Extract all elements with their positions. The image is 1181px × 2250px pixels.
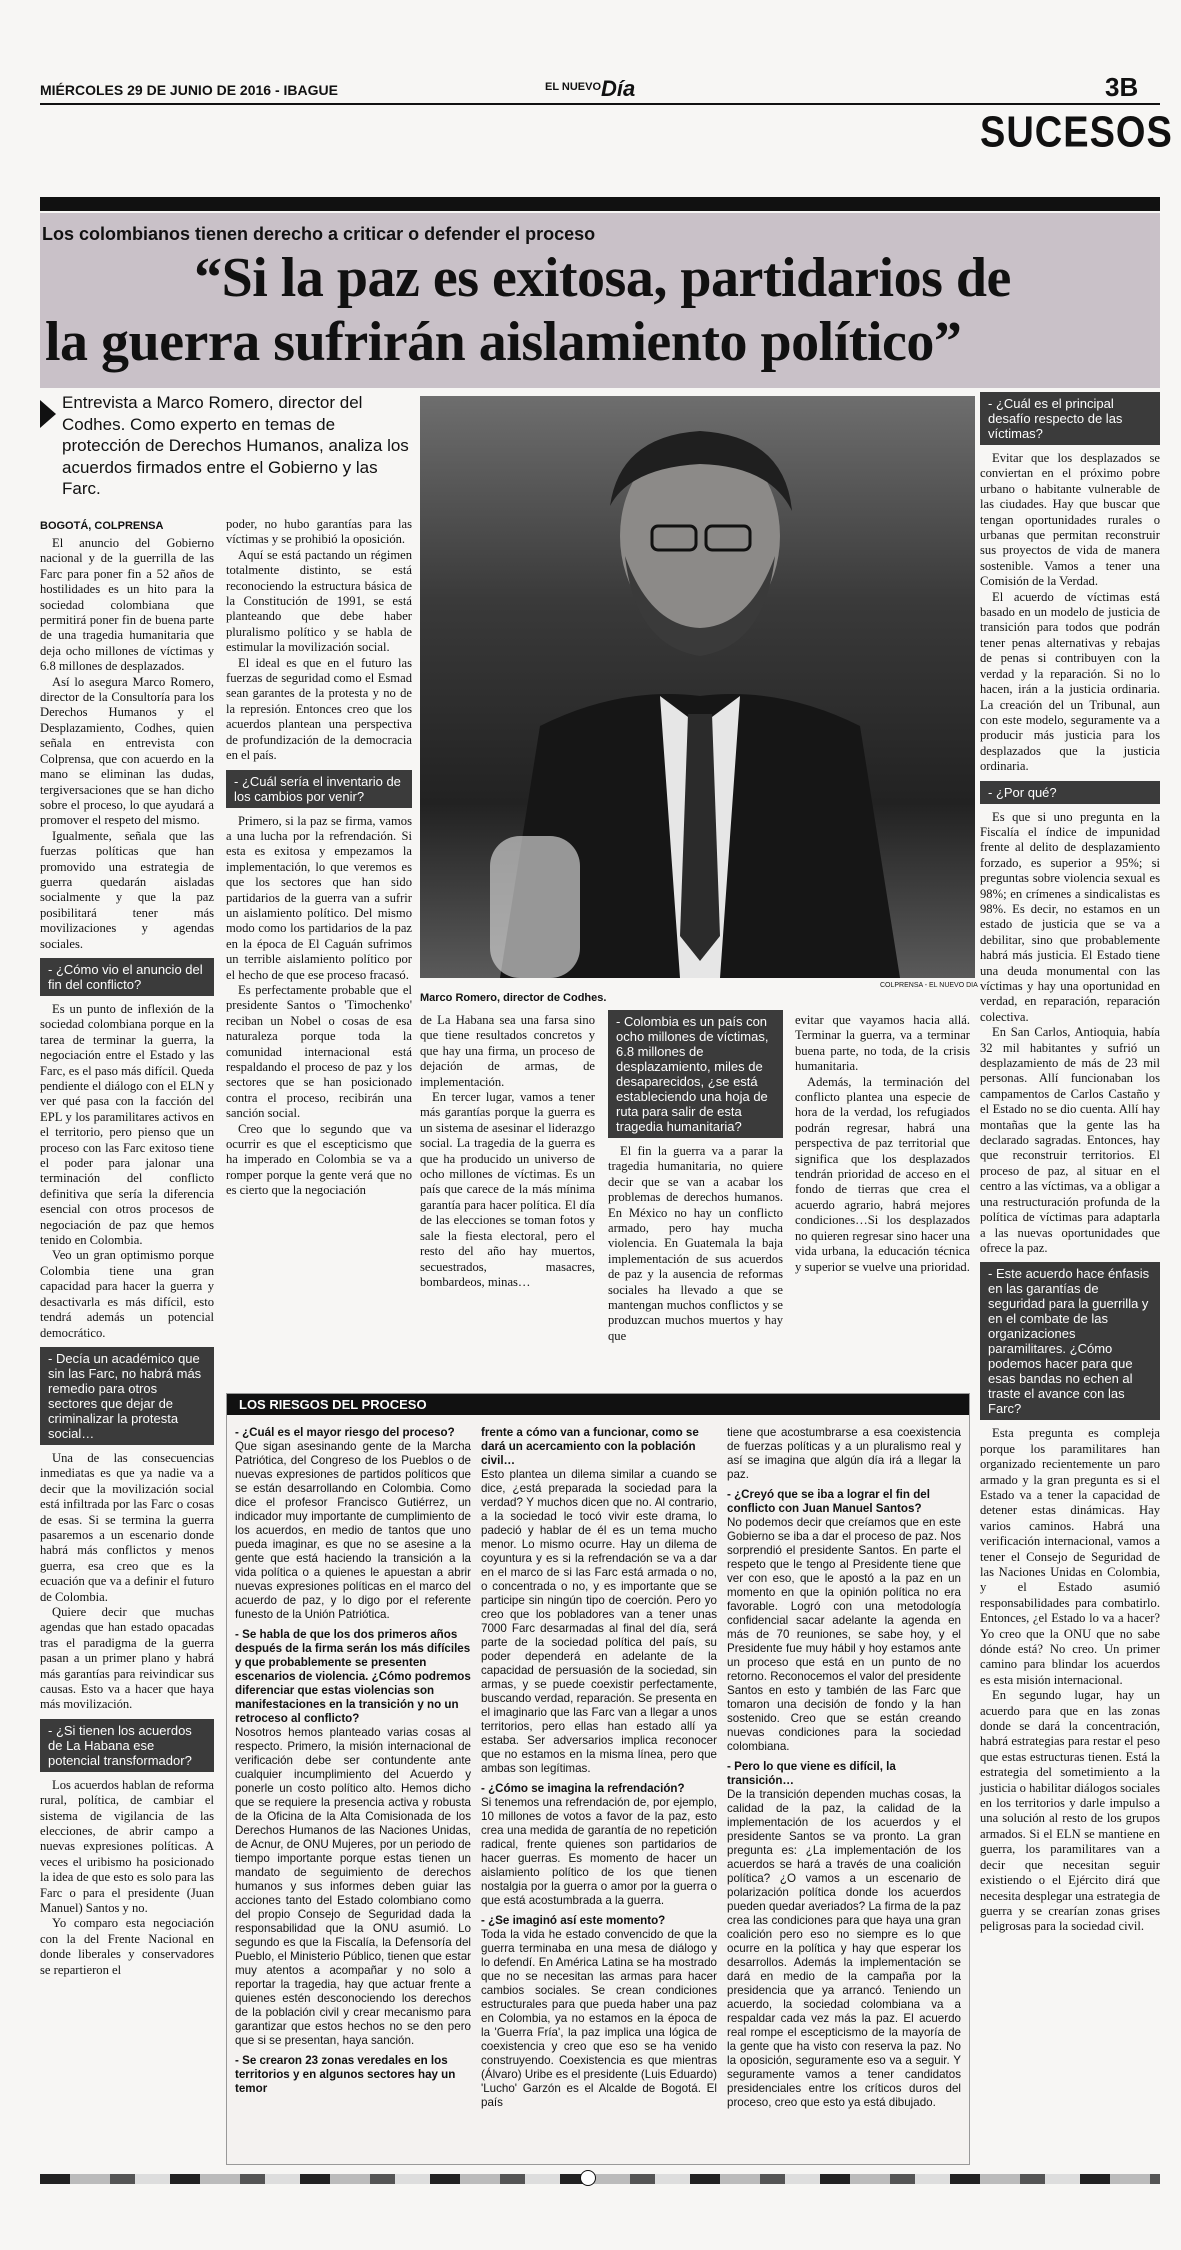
- article-kicker: Los colombianos tienen derecho a criticar o defender el proceso: [42, 224, 596, 244]
- body-paragraph: El anuncio del Gobierno nacional y de la guerrilla de las Farc para poner fin a 52 años de hostilidades es un hito para la sociedad colombiana que permitirá poner fin de buena parte de una tragedia humanitaria que deja ocho millones de víctimas y 6.8 millones de desplazados.: [40, 536, 214, 674]
- box-question: - ¿Cómo se imagina la refrendación?: [481, 1782, 685, 1795]
- body-paragraph: Además, la terminación del conflicto plantea una especie de hora de la verdad, los refugiados podrán regresar, habrá una perspectiva de paz territorial que significa que los desplazados tendrán prioridad de acceso en el fondo de tierras que crea el acuerdo agrario, habrá mejores condiciones…Si los desplazados no quieren regresar sino hacer una vida urbana, la educación técnica y superior se vuelve una prioridad.: [795, 1074, 970, 1274]
- body-paragraph: evitar que vayamos hacia allá. Terminar la guerra, va a terminar buena parte, no toda, de la crisis humanitaria.: [795, 1013, 970, 1074]
- headline-line-1: “Si la paz es exitosa, partidarios de: [194, 247, 1011, 309]
- masthead: [545, 76, 635, 102]
- box-question: - ¿Se imaginó así este momento?: [481, 1914, 666, 1927]
- column-1: [40, 536, 214, 1978]
- footer-bar: [40, 2174, 1160, 2184]
- question-heading: - ¿Por qué?: [980, 781, 1160, 804]
- question-heading: - ¿Cuál sería el inventario de los cambios por venir?: [226, 770, 412, 808]
- page-date: MIÉRCOLES 29 DE JUNIO DE 2016 - IBAGUE: [40, 82, 338, 98]
- body-paragraph: poder, no hubo garantías para las víctimas y se prohibió la oposición.: [226, 517, 412, 547]
- box-question: frente a cómo van a funcionar, como se dará un acercamiento con la población civil…: [481, 1426, 699, 1467]
- headline-top-bar: [40, 197, 1160, 211]
- body-paragraph: Igualmente, señala que las fuerzas políticas que han promovido una estrategia de guerra quedarán aisladas socialmente y que la paz posibilitará tener más movilizaciones y agendas sociales.: [40, 828, 214, 951]
- column-4: [608, 1010, 783, 1344]
- page-number: 3B: [1105, 72, 1139, 102]
- box-question: - Se habla de que los dos primeros años después de la firma serán los más difíciles y que probablemente se presenten escenarios de violencia. ¿Cómo podremos diferenciar que estas violencias son manifestaciones en la transición y no un retroceso al conflicto?: [235, 1628, 471, 1725]
- masthead-prefix: EL NUEVO: [545, 81, 602, 93]
- question-heading: - Este acuerdo hace énfasis en las garantías de seguridad para la guerrilla y en el combate de las organizaciones paramilitares. ¿Cómo podemos hacer para que esas bandas no echen al traste el avance con las Farc?: [980, 1262, 1160, 1420]
- body-paragraph: Evitar que los desplazados se conviertan en el próximo pobre urbano o habitante vulnerable de las ciudades. Hay que buscar que tengan oportunidades rurales o urbanas que permitan reconstruir sus proyectos de vida de manera sostenible. Vamos a tener una Comisión de la Verdad.: [980, 451, 1160, 589]
- risks-box-title: LOS RIESGOS DEL PROCESO: [227, 1394, 969, 1415]
- body-paragraph: En tercer lugar, vamos a tener más garantías porque la guerra es un sistema de asesinar el liderazgo social. La tragedia de la guerra es que ha producido un universo de ocho millones de víctimas. Es un país que carece de la más mínima garantía para hacer política. El día de las elecciones se toman fotos y sale la fiesta electoral, pero el resto del año hay muertos, secuestrados, masacres, bombardeos, minas…: [420, 1090, 595, 1289]
- question-heading: - ¿Cuál es el principal desafío respecto de las víctimas?: [980, 392, 1160, 445]
- box-answer: Esto plantea un dilema similar a cuando se dice, ¿está preparada la sociedad para la verdad? Y muchos dicen que no. Al contrario, a la sociedad le tocó vivir este drama, lo padeció y hablar de él es un tema mucho menor. Lo mismo ocurre. Hay un dilema de coyuntura y es si la refrendación se va a dar en el marco de si las Farc está armada o no, o concentrada o no, y es importante que se participe sin ningún tipo de coerción. Pero yo creo que los pobladores van a tener unas 7000 Farc desarmadas al final del día, será parte de la sociedad política del país, su poder dependerá en adelante de la capacidad de persuasión de la sociedad, sin armas, y se puede coexistir perfectamente, buscando verdad, reparación. Se presenta en el imaginario que las Farc van a llegar a unos territorios, pero ellas han estado allí ya estaba. Ser adversarios implica reconocer que no estamos en la misma línea, pero que ambas son legítimas.: [481, 1468, 717, 1775]
- box-answer: Si tenemos una refrendación de, por ejemplo, 10 millones de votos a favor de la paz, esto crea una medida de garantía de no repetición radical, frente quienes son partidarios de hacer guerras. Es momento de hacer un aislamiento político de los que tienen nostalgia por la guerra o amor por la guerra o que está acostumbrada a la guerra.: [481, 1796, 717, 1907]
- column-3: [420, 1013, 595, 1290]
- headline-line-2: la guerra sufrirán aislamiento político”: [45, 311, 962, 373]
- body-paragraph: En segundo lugar, hay un acuerdo para que en las zonas donde se dará la concentración, habrá estrategias para restar el peso que estas estructuras tienen. Está la estrategia del sometimiento a la justicia o habilitar diálogos sociales en los territorios y darle impulso a una solución al resto de los grupos armados. Si el ELN se mantiene en guerra, los paramilitares van a decir que necesitan seguir existiendo o el Ejército dirá que necesita desplegar una estrategia de guerra y se crearían zonas grises peligrosas para la sociedad civil.: [980, 1688, 1160, 1934]
- column-5: [795, 1013, 970, 1275]
- body-paragraph: Veo un gran optimismo porque Colombia tiene una gran capacidad para hacer la guerra y desactivarla es más difícil, esto tendrá además un potencial democrático.: [40, 1248, 214, 1340]
- body-paragraph: Así lo asegura Marco Romero, director de la Consultoría para los Derechos Humanos y el Desplazamiento, Codhes, quien señala en entrevista con Colprensa, que con acuerdo en la mano se eliminan las dudas, tergiversaciones que se han dicho sobre el proceso, lo que ayudará a promover el respeto del mismo.: [40, 674, 214, 828]
- body-paragraph: Creo que lo segundo que va ocurrir es que el escepticismo que ha imperado en Colombia se va a romper porque la gente verá que no es cierto que la negociación: [226, 1121, 412, 1198]
- column-6: [980, 392, 1160, 1935]
- risks-col-1: [235, 1420, 471, 2096]
- box-answer: Que sigan asesinando gente de la Marcha Patriótica, del Congreso de los Pueblos o de nuevas expresiones de partidos políticos que se están desarrollando en Colombia. Como dice el profesor Francisco Gutiérrez, un indicador muy importante de cumplimiento de los acuerdos, en medio de tantos que uno pueda imaginar, es que no se asesine a la gente que está haciendo la transición a la vida política o a quienes le apuestan a abrir nuevas expresiones políticas en el marco del acuerdo de paz, y lo digo por el referente funesto de la Unión Patriótica.: [235, 1440, 471, 1621]
- masthead-name: Día: [601, 76, 636, 101]
- body-paragraph: Primero, si la paz se firma, vamos a una lucha por la refrendación. Si esta es exitosa y empezamos la implementación, lo que veremos es que los sectores que han sido partidarios de la guerra van a sufrir un aislamiento político. Del mismo modo como los partidarios de la paz en la época de El Caguán sufrimos un terrible aislamiento político por el hecho de que ese proceso fracasó.: [226, 813, 412, 982]
- header-rule: [40, 103, 1160, 105]
- column-2: [226, 517, 412, 1199]
- box-answer: tiene que acostumbrarse a esa coexistencia de fuerzas políticas y a un pluralismo real y así se imagina que algún día irá a llegar la paz.: [727, 1426, 961, 1481]
- photo-caption: Marco Romero, director de Codhes.: [420, 992, 607, 1004]
- body-paragraph: El fin la guerra va a parar la tragedia humanitaria, no quiere decir que se van a acabar los problemas de derechos humanos. En México no hay un conflicto armado, pero hay mucha violencia. En Guatemala la baja implementación de sus acuerdos de paz y la ausencia de reformas sociales ha llevado a que se mantengan muchos conflictos y se produzcan muchos muertos y hay que: [608, 1144, 783, 1343]
- registration-mark-icon: [580, 2170, 596, 2186]
- box-question: - Pero lo que viene es difícil, la transición…: [727, 1760, 896, 1787]
- box-answer: Toda la vida he estado convencido de que la guerra terminaba en una mesa de diálogo y lo defendí. En América Latina se ha mostrado que no se necesitan las armas para hacer cambios sociales. Se crean condiciones estructurales para que pueda haber una paz en Colombia, ya no estamos en la época de la 'Guerra Fría', la paz implica una lógica de coexistencia y creo que eso se ha venido construyendo. Coexistencia es que mientras (Álvaro) Uribe es el presidente (Luis Eduardo) 'Lucho' Garzón es el Alcalde de Bogotá. El país: [481, 1928, 717, 2109]
- body-paragraph: El acuerdo de víctimas está basado en un modelo de justicia de transición para todos que podrán tener penas alternativas y rebajas de penas si contribuyen con la verdad y la reparación. Si no lo hacen, irán a la justicia ordinaria. La creación del un Tribunal, aun con este modelo, seguramente va a producir más justicia para los desplazados que la justicia ordinaria.: [980, 589, 1160, 774]
- byline: BOGOTÁ, COLPRENSA: [40, 520, 164, 532]
- body-paragraph: Esta pregunta es compleja porque los paramilitares han organizado recientemente un paro armado y la gran pregunta es si el Estado va a tener la capacidad de detener estas dinámicas. Hay varios caminos. Habrá una verificación internacional, vamos a tener el Consejo de Seguridad de las Naciones Unidas en Colombia, y el Estado asumió responsabilidades para combatirlo. Entonces, ¿el Estado lo va a hacer? Yo creo que la ONU que no sabe dónde está? No creo. Un primer camino para blindar los acuerdos es esta misión internacional.: [980, 1426, 1160, 1687]
- body-paragraph: de La Habana sea una farsa sino que tiene resultados concretos y que hay una firma, un proceso de dejación de armas, de implementación.: [420, 1013, 595, 1089]
- box-answer: No podemos decir que creíamos que en este Gobierno se iba a dar el proceso de paz. Nos sorprendió el presidente Santos. En parte el respeto que le tengo al Presidente tiene que ver con eso, que le apostó a la paz en un momento en que la opinión política no era favorable. Logró con una metodología confidencial sacar adelante la agenda en más de 70 reuniones, se sabe hoy, y el Presidente fue muy hábil y hoy estamos ante un proceso que está en un punto de no retorno. Reconocemos el valor del presidente Santos en esto y también de las Farc que tomaron una decisión de fondo y la han sostenido. Creo que se están creando nuevas condiciones para la sociedad colombiana.: [727, 1516, 961, 1753]
- box-answer: De la transición dependen muchas cosas, la calidad de la paz, la calidad de la implementación de los acuerdos y el presidente Santos se va pronto. La gran pregunta es: ¿La implementación de los acuerdos se hará a través de una coalición política? ¿O vamos a un escenario de polarización política donde los acuerdos pueden quedar averiados? La firma de la paz crea las condiciones para que haya una gran coalición pero eso no siempre es lo que ocurre en la política y hay que esperar los desarrollos. Además la implementación se dará en medio de la campaña por la presidencia que ya arrancó. Teniendo un acuerdo, la sociedad colombiana va a respaldar cada vez más la paz. El acuerdo real rompe el escepticismo de la mayoría de la gente que ha visto con reserva la paz. No la oposición, seguramente eso va a seguir. Y seguramente vamos a tener candidatos presidenciales entre los críticos duros del proceso, creo que esto ya está dibujado.: [727, 1788, 961, 2109]
- body-paragraph: El ideal es que en el futuro las fuerzas de seguridad como el Esmad sean garantes de la protesta y no de la represión. Entonces creo que los acuerdos plantean una perspectiva de profundización de la democracia en el país.: [226, 655, 412, 763]
- body-paragraph: Aquí se está pactando un régimen totalmente distinto, se está reconociendo la estructura básica de la Constitución de 1991, se está planteando que debe haber pluralismo político y se habla de estimular la movilización social.: [226, 547, 412, 655]
- article-lead: Entrevista a Marco Romero, director del Codhes. Como experto en temas de protección de Derechos Humanos, analiza los acuerdos firmados entre el Gobierno y las Farc.: [62, 393, 409, 498]
- article-headline: [45, 246, 1160, 374]
- portrait-illustration: [420, 396, 975, 978]
- question-heading: - Colombia es un país con ocho millones de víctimas, 6.8 millones de desplazamiento, miles de desaparecidos, ¿se está estableciendo una hoja de ruta para salir de esta tragedia humanitaria?: [608, 1010, 783, 1138]
- question-heading: - ¿Cómo vio el anuncio del fin del conflicto?: [40, 958, 214, 996]
- photo-credit: COLPRENSA - EL NUEVO DIA: [880, 982, 978, 989]
- body-paragraph: Es un punto de inflexión de la sociedad colombiana porque en la tarea de terminar la guerra, la negociación entre el Estado y las Farc, es el paso más difícil. Queda pendiente el diálogo con el ELN y ver qué pasa con la facción del EPL y los paramilitares activos en el territorio, pero pienso que un proceso con las Farc exitoso tiene el poder para jalonar una terminación del conflicto definitiva que sería la diferencia esencial con otros procesos de negociación de paz que hemos tenido en Colombia.: [40, 1001, 214, 1248]
- risks-col-2: [481, 1420, 717, 2110]
- risks-box: [226, 1393, 970, 2165]
- body-paragraph: Es perfectamente probable que el presidente Santos o 'Timochenko' reciban un Nobel o cosas de esa naturaleza porque toda la comunidad internacional está respaldando el proceso de paz y los sectores que se han posicionado contra el proceso, recibirán una sanción social.: [226, 982, 412, 1121]
- question-heading: - ¿Si tienen los acuerdos de La Habana ese potencial transformador?: [40, 1719, 214, 1772]
- section-title: SUCESOS: [980, 108, 1173, 158]
- portrait-photo: [420, 396, 975, 978]
- question-heading: - Decía un académico que sin las Farc, no habrá más remedio para otros sectores que dejar de criminalizar la protesta social…: [40, 1347, 214, 1445]
- body-paragraph: Es que si uno pregunta en la Fiscalía el índice de impunidad frente al delito de desplazamiento forzado, es superior a 95%; si preguntas sobre violencia sexual es 98%; en crímenes a sindicalistas es 98%. Es decir, no estamos en un estado de justicia que se va a debilitar, sino que probablemente habrá más justicia. El Estado tiene una deuda monumental con las víctimas y hay una oportunidad en verdad, en reparación, reparación colectiva.: [980, 809, 1160, 1024]
- box-question: - ¿Cuál es el mayor riesgo del proceso?: [235, 1426, 455, 1439]
- body-paragraph: En San Carlos, Antioquia, había 32 mil habitantes y sufrió un desplazamiento de más de 23 mil personas. Allí funcionaban los campamentos de Carlos Castaño y el Estado no se dio cuenta. Allí hay montañas que la gente las ha declarado sagradas. Entonces, hay que reconstruir territorios. El proceso de paz, al situar en el centro a las víctimas, va a obligar a una restructuración profunda de la política de víctimas para adaptarla a las nuevas oportunidades que ofrece la paz.: [980, 1025, 1160, 1255]
- box-answer: Nosotros hemos planteado varias cosas al respecto. Primero, la misión internacional de verificación debe ser contundente ante cualquier incumplimiento del Acuerdo y ponerle un costo político alto. Hemos dicho que se requiere la presencia activa y robusta de la Oficina de la Alta Comisionada de los Derechos Humanos de las Naciones Unidas, de Acnur, de ONU Mujeres, por un periodo de tiempo importante porque estas tienen un mandato de seguimiento de derechos humanos y sus informes deben guiar las acciones tanto del Estado colombiano como del propio Consejo de Seguridad dada la responsabilidad que la ONU asumió. Lo segundo es que la Fiscalía, la Defensoría del Pueblo, el Ministerio Público, tienen que estar muy atentos a acompañar y no solo a reportar la tragedia, hay que actuar frente a quienes estén desconociendo los derechos de la población civil y crear mecanismo para garantizar que estos hechos no se den pero que si se presentan, haya sanción.: [235, 1726, 471, 2047]
- body-paragraph: Quiere decir que muchas agendas que han estado opacadas tras el paradigma de la guerra pasan a un primer plano y habrá más garantías para reivindicar sus causas. Esto va a hacer que haya más movilización.: [40, 1604, 214, 1712]
- box-question: - ¿Creyó que se iba a lograr el fin del conflicto con Juan Manuel Santos?: [727, 1488, 930, 1515]
- body-paragraph: Los acuerdos hablan de reforma rural, política, de cambiar el sistema de vigilancia de las elecciones, de abrir campo a nuevas expresiones políticas. A veces el uribismo ha posicionado la idea de que esto es solo para las Farc o para el presidente (Juan Manuel) Santos y no.: [40, 1777, 214, 1916]
- risks-col-3: [727, 1420, 961, 2110]
- box-question: - Se crearon 23 zonas veredales en los territorios y en algunos sectores hay un temor: [235, 2054, 456, 2095]
- body-paragraph: Yo comparo esta negociación con la del Frente Nacional en donde liberales y conservadores se repartieron el: [40, 1916, 214, 1977]
- body-paragraph: Una de las consecuencias inmediatas es que ya nadie va a decir que la movilización social está infiltrada por las Farc o cosas de esas. Si se termina la guerra pasaremos a un escenario donde habrá más conflictos y menos guerra, esa creo que es la ecuación que va a definir el futuro de Colombia.: [40, 1450, 214, 1604]
- lead-arrow-icon: [40, 400, 56, 428]
